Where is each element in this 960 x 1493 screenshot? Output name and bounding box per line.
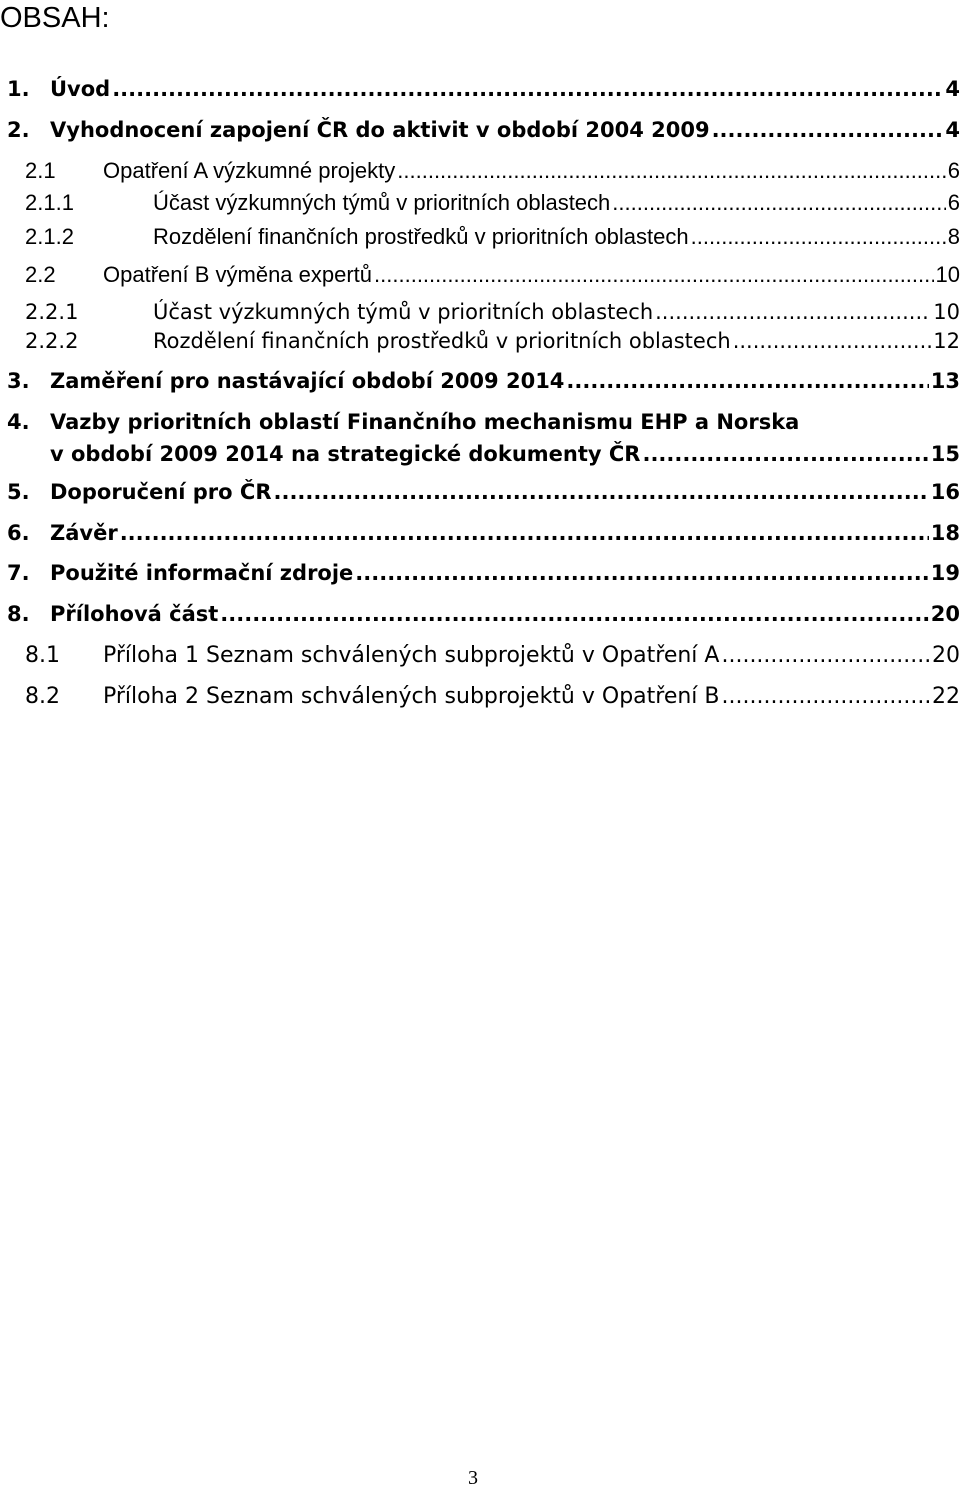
toc-entry-title: Příloha 1 Seznam schválených subprojektů v Opatření A: [103, 643, 720, 668]
toc-entry-number: 8.1: [25, 643, 60, 668]
dot-leader: [374, 258, 933, 292]
toc-entry-title: Opatření A výzkumné projekty: [103, 158, 396, 183]
toc-entry-number: 2.2.1: [25, 300, 79, 324]
dot-leader: [712, 113, 944, 147]
toc-entry-page: 10: [935, 262, 960, 287]
toc-entry-page: 16: [930, 480, 960, 504]
toc-entry-8-2[interactable]: [0, 680, 960, 714]
toc-entry-title: Doporučení pro ČR: [50, 480, 272, 504]
toc-entry-title: Rozdělení finančních prostředků v prioritních oblastech: [153, 224, 689, 249]
toc-entry-page: 18: [930, 521, 960, 545]
toc-entry-page: 15: [930, 442, 960, 466]
toc-entry-number: 1.: [7, 77, 30, 101]
toc-entry-number: 7.: [7, 561, 30, 585]
toc-entry-6[interactable]: [0, 516, 960, 550]
toc-entry-number: 8.2: [25, 684, 60, 709]
dot-leader: [120, 516, 929, 550]
toc-entry-page: 6: [947, 158, 960, 183]
dot-leader: [612, 186, 945, 220]
toc-entry-number: 2.1.2: [25, 224, 74, 249]
toc-entry-2[interactable]: [0, 113, 960, 147]
toc-entry-page: 8: [947, 224, 960, 249]
toc-entry-number: 8.: [7, 602, 30, 626]
dot-leader: [220, 597, 928, 631]
dot-leader: [642, 437, 928, 471]
toc-entry-title: Účast výzkumných týmů v prioritních oblastech: [153, 300, 654, 324]
toc-heading: OBSAH:: [0, 2, 110, 34]
toc-entry-page: 12: [933, 329, 960, 353]
toc-entry-title: Opatření B výměna expertů: [103, 262, 373, 287]
toc-entry-title: Zaměření pro nastávající období 2009 2014: [50, 369, 565, 393]
toc-entry-page: 4: [945, 77, 960, 101]
dot-leader: [112, 72, 943, 106]
toc-entry-title: Rozdělení finančních prostředků v prioritních oblastech: [153, 329, 731, 353]
page-number: 3: [468, 1467, 478, 1489]
dot-leader: [273, 475, 928, 509]
toc-entry-number: 6.: [7, 521, 30, 545]
toc-entry-7[interactable]: [0, 556, 960, 590]
toc-entry-number: 2.: [7, 118, 30, 142]
toc-entry-page: 20: [930, 602, 960, 626]
toc-entry-number: 2.2: [25, 262, 56, 287]
toc-entry-title: Úvod: [50, 77, 111, 101]
toc-entry-page: 19: [930, 561, 960, 585]
toc-entry-number: 4.: [7, 410, 30, 434]
toc-entry-8-1[interactable]: [0, 639, 960, 673]
toc-entry-title: Závěr: [50, 521, 118, 545]
toc-entry-3[interactable]: [0, 364, 960, 398]
dot-leader: [691, 220, 946, 254]
toc-entry-2-2[interactable]: [0, 258, 960, 292]
toc-entry-page: 6: [947, 190, 960, 215]
toc-entry-title-line1: Vazby prioritních oblastí Finančního mechanismu EHP a Norska: [50, 410, 800, 434]
dot-leader: [721, 639, 930, 673]
dot-leader: [397, 154, 945, 188]
toc-entry-2-1-2[interactable]: [0, 220, 960, 254]
dot-leader: [566, 364, 928, 398]
toc-entry-title: v období 2009 2014 na strategické dokumenty ČR: [50, 442, 641, 466]
dot-leader: [722, 680, 930, 714]
toc-entry-number: 2.2.2: [25, 329, 79, 353]
toc-entry-title: Příloha 2 Seznam schválených subprojektů v Opatření B: [103, 684, 720, 709]
dot-leader: [733, 324, 932, 358]
toc-entry-number: 3.: [7, 369, 30, 393]
dot-leader: [355, 556, 928, 590]
toc-entry-number: 2.1.1: [25, 190, 74, 215]
toc-entry-page: 13: [930, 369, 960, 393]
toc-entry-8[interactable]: [0, 597, 960, 631]
toc-entry-5[interactable]: [0, 475, 960, 509]
toc-entry-number: 2.1: [25, 158, 56, 183]
toc-entry-page: 22: [932, 684, 960, 709]
toc-entry-2-2-2[interactable]: [0, 324, 960, 358]
toc-entry-page: 10: [933, 300, 960, 324]
toc-entry-title: Vyhodnocení zapojení ČR do aktivit v období 2004 2009: [50, 118, 710, 142]
toc-entry-title: Použité informační zdroje: [50, 561, 354, 585]
toc-entry-number: 5.: [7, 480, 30, 504]
toc-entry-4[interactable]: [0, 405, 960, 475]
toc-entry-page: 4: [945, 118, 960, 142]
toc-entry-title: Přílohová část: [50, 602, 219, 626]
toc-entry-title: Účast výzkumných týmů v prioritních oblastech: [153, 190, 611, 215]
toc-entry-page: 20: [932, 643, 960, 668]
toc-entry-2-1-1[interactable]: [0, 186, 960, 220]
toc-entry-1[interactable]: [0, 72, 960, 106]
toc-entry-2-1[interactable]: [0, 154, 960, 188]
